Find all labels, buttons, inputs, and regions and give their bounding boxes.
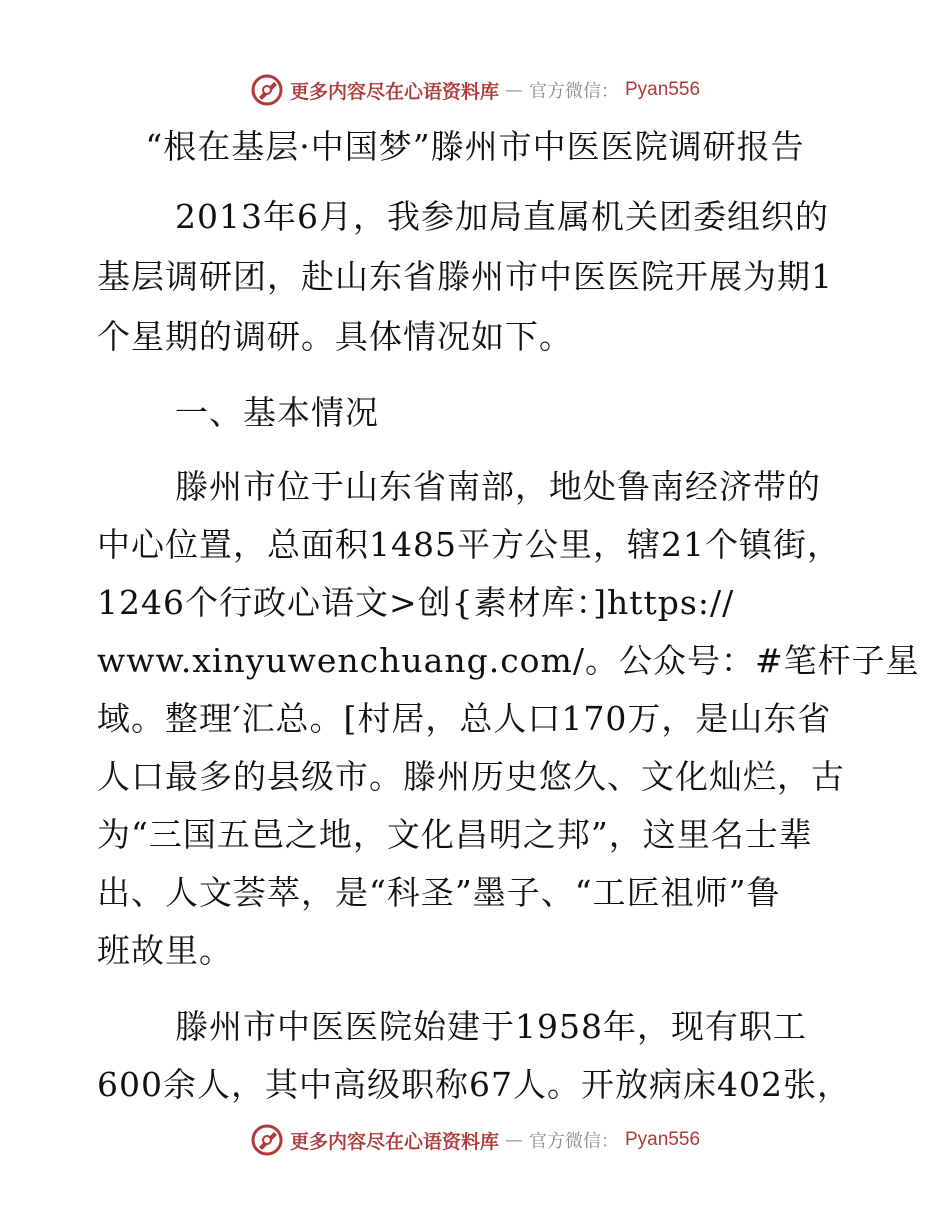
body-line: 600余人，其中高级职称67人。开放病床402张， — [97, 1065, 851, 1104]
banner-wechat-label: 官方微信： — [529, 1131, 619, 1152]
body-line: 人口最多的县级市。滕州历史悠久、文化灿烂，古 — [97, 757, 845, 796]
body-line: 中心位置，总面积1485平方公里，辖21个镇街， — [97, 525, 841, 564]
body-line: www.xinyuwenchuang.com/。公众号：#笔杆子星 — [97, 641, 920, 680]
banner-dash: — — [505, 1129, 523, 1151]
header-banner — [0, 70, 950, 110]
body-line: 班故里。 — [97, 931, 233, 970]
footer-banner — [0, 1120, 950, 1160]
banner-wechat-label: 官方微信： — [529, 81, 619, 102]
body-line: 个星期的调研。具体情况如下。 — [97, 317, 573, 356]
body-line: 为“三国五邑之地，文化昌明之邦”，这里名士辈 — [97, 815, 813, 854]
document-title: “根在基层·中国梦”滕州市中医医院调研报告 — [145, 127, 805, 166]
body-line: 1246个行政心语文>创{素材库：]https:// — [97, 583, 735, 622]
body-line: 基层调研团，赴山东省滕州市中医医院开展为期1 — [97, 257, 833, 296]
banner-dash: — — [505, 79, 523, 101]
body-line: 滕州市位于山东省南部，地处鲁南经济带的 — [175, 467, 821, 506]
body-line: 出、人文荟萃，是“科圣”墨子、“工匠祖师”鲁 — [97, 873, 781, 912]
banner-wechat-id: Pyan556 — [625, 1129, 701, 1150]
brand-logo-icon — [250, 1123, 284, 1157]
body-line: 滕州市中医医院始建于1958年，现有职工 — [175, 1007, 807, 1046]
body-line: 域。整理′汇总。[村居，总人口170万，是山东省 — [97, 699, 832, 738]
body-line: 2013年6月，我参加局直属机关团委组织的 — [175, 197, 829, 236]
banner-promo-text: 更多内容尽在心语资料库 — [289, 1130, 499, 1153]
section-heading: 一、基本情况 — [175, 393, 379, 432]
brand-logo-icon — [250, 73, 284, 107]
banner-promo-text: 更多内容尽在心语资料库 — [289, 80, 499, 103]
banner-wechat-id: Pyan556 — [625, 79, 701, 100]
